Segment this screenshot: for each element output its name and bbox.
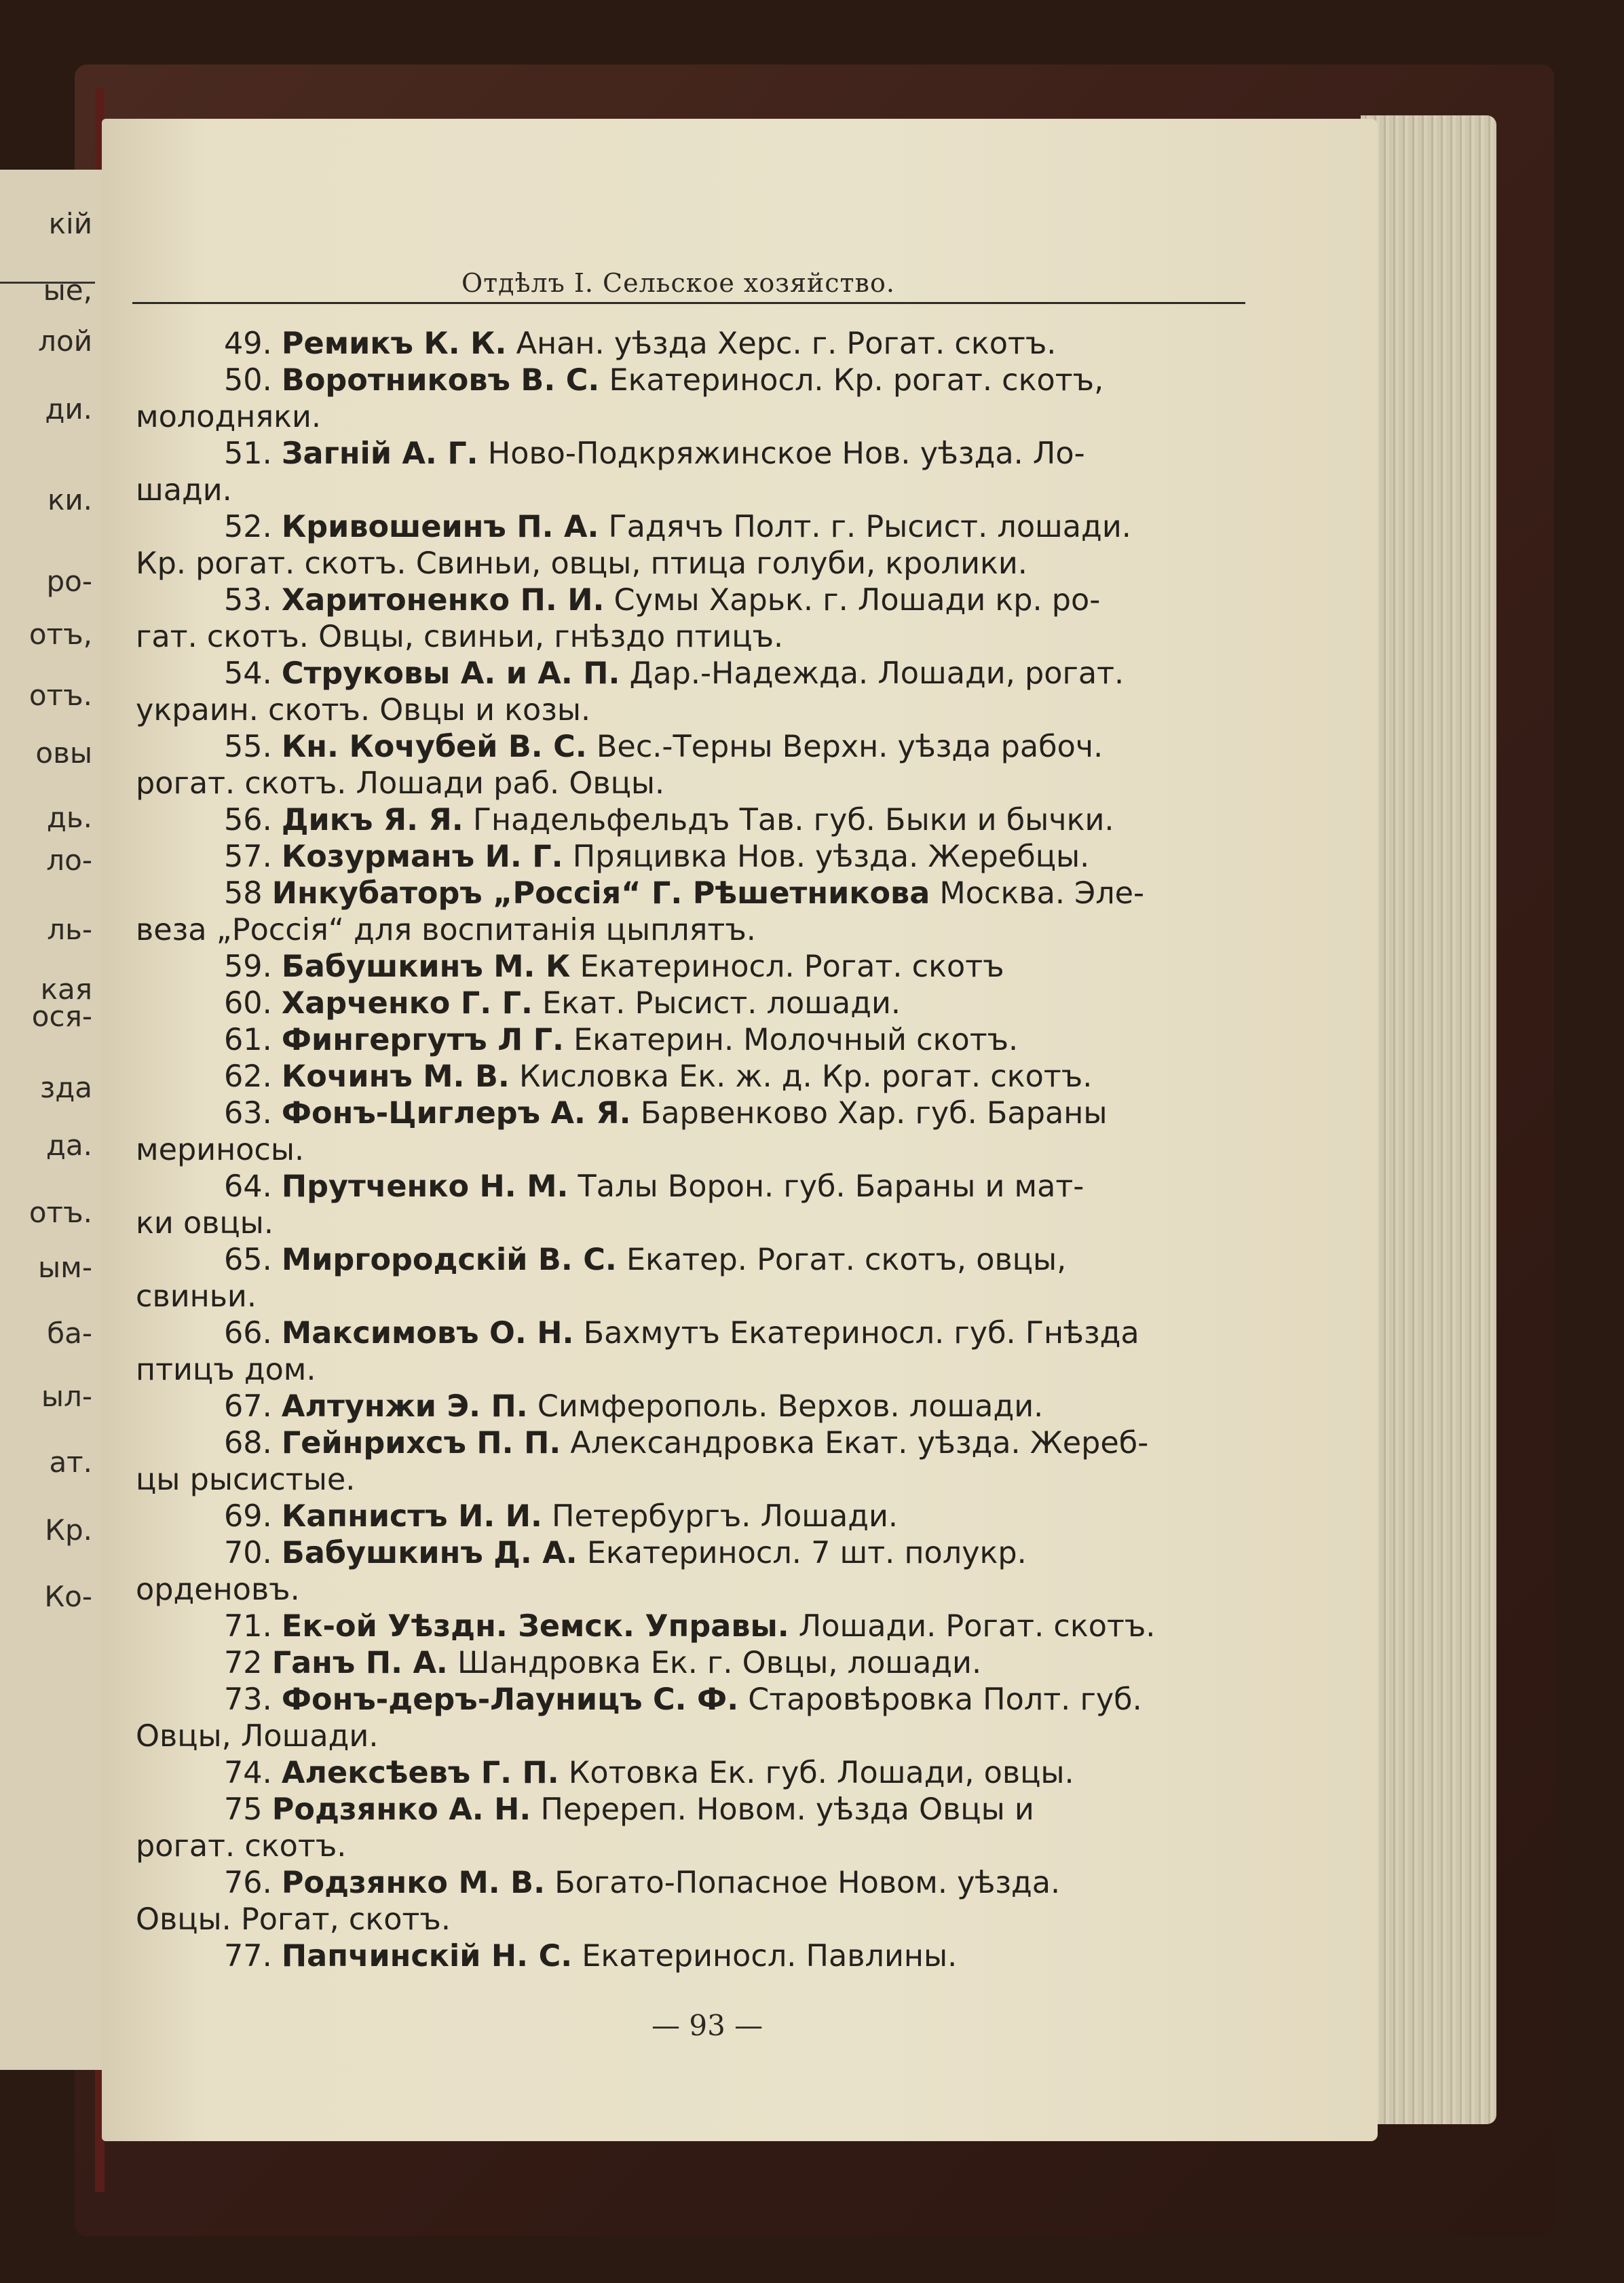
entry-details: Анан. уѣзда Херс. г. Рогат. скотъ. bbox=[516, 326, 1057, 361]
entry-name: Воротниковъ В. С. bbox=[281, 363, 600, 398]
entry-details: Кисловка Ек. ж. д. Кр. рогат. скотъ. bbox=[518, 1059, 1093, 1094]
entry-number: 53. bbox=[224, 583, 282, 618]
left-facing-page bbox=[0, 170, 106, 2070]
entry-number: 62. bbox=[224, 1059, 282, 1094]
entry-line bbox=[136, 1315, 1255, 1352]
entry-name: Харченко Г. Г. bbox=[281, 986, 533, 1021]
entry-number: 75 bbox=[224, 1792, 272, 1827]
entry-name: Фонъ-Циглеръ А. Я. bbox=[281, 1096, 631, 1131]
entry-line bbox=[136, 1242, 1255, 1279]
entry-number: 74. bbox=[224, 1756, 282, 1790]
entry-details: Талы Ворон. губ. Бараны и мат- bbox=[578, 1169, 1084, 1204]
entry-number: 51. bbox=[224, 436, 282, 471]
entry-details: Барвенково Хар. губ. Бараны bbox=[640, 1096, 1108, 1131]
entry-line bbox=[136, 656, 1255, 692]
entry-number: 55. bbox=[224, 730, 282, 764]
entry-name: Максимовъ О. Н. bbox=[281, 1316, 574, 1351]
entry-details: Екатер. Рогат. скотъ, овцы, bbox=[626, 1243, 1067, 1277]
left-page-fragment: дь. bbox=[46, 801, 92, 834]
entry-number: 68. bbox=[224, 1426, 282, 1460]
left-page-fragment: кій bbox=[48, 207, 92, 240]
left-page-fragment: ро- bbox=[46, 565, 92, 598]
entry-name: Миргородскій В. С. bbox=[281, 1243, 617, 1277]
left-page-fragment: отъ. bbox=[29, 679, 92, 712]
entry-name: Ек-ой Уѣздн. Земск. Управы. bbox=[281, 1609, 789, 1644]
entry-line bbox=[136, 1169, 1255, 1205]
page-header: Отдѣлъ I. Сельское хозяйство. bbox=[461, 268, 895, 298]
entry-line bbox=[136, 729, 1255, 766]
entry-number: 66. bbox=[224, 1316, 282, 1351]
entry-details: Александровка Екат. уѣзда. Жереб- bbox=[570, 1426, 1149, 1460]
entry-name: Бабушкинъ Д. А. bbox=[281, 1536, 578, 1570]
entry-details: Гадячъ Полт. г. Рысист. лошади. bbox=[608, 510, 1131, 544]
entry-line bbox=[136, 582, 1255, 619]
entry-name: Ремикъ К. К. bbox=[281, 326, 507, 361]
entry-number: 58 bbox=[224, 876, 272, 911]
entry-continuation: украин. скотъ. Овцы и козы. bbox=[136, 693, 591, 728]
entry-details: Пряцивка Нов. уѣзда. Жеребцы. bbox=[572, 839, 1090, 874]
entry-name: Загній А. Г. bbox=[281, 436, 478, 471]
entry-number: 70. bbox=[224, 1536, 282, 1570]
entry-line bbox=[136, 839, 1255, 875]
entry-line bbox=[136, 1389, 1255, 1425]
entry-line bbox=[136, 1095, 1255, 1132]
entry-line bbox=[136, 1022, 1255, 1059]
entry-number: 73. bbox=[224, 1682, 282, 1717]
left-page-fragment: ль- bbox=[47, 913, 92, 946]
entry-line bbox=[136, 1865, 1255, 1902]
left-page-fragment: ки. bbox=[47, 483, 92, 516]
entry-details: Гнадельфельдъ Тав. губ. Быки и бычки. bbox=[472, 803, 1114, 837]
entry-number: 57. bbox=[224, 839, 282, 874]
entry-name: Прутченко Н. М. bbox=[281, 1169, 569, 1204]
entry-continuation: веза „Россія“ для воспитанія цыплятъ. bbox=[136, 913, 756, 947]
entry-details: Котовка Ек. губ. Лошади, овцы. bbox=[568, 1756, 1074, 1790]
entry-continuation: гат. скотъ. Овцы, свиньи, гнѣздо птицъ. bbox=[136, 620, 784, 654]
left-page-fragment: да. bbox=[45, 1129, 92, 1162]
entry-name: Дикъ Я. Я. bbox=[281, 803, 464, 837]
entry-number: 76. bbox=[224, 1866, 282, 1900]
entry-details: Старовѣровка Полт. губ. bbox=[748, 1682, 1142, 1717]
entry-details: Москва. Эле- bbox=[939, 876, 1145, 911]
entry-name: Козурманъ И. Г. bbox=[281, 839, 563, 874]
entry-line bbox=[136, 802, 1255, 839]
entry-details: Лошади. Рогат. скотъ. bbox=[798, 1609, 1156, 1644]
entry-details: Сумы Харьк. г. Лошади кр. ро- bbox=[613, 583, 1101, 618]
left-page-fragment: ат. bbox=[49, 1446, 92, 1479]
entry-details: Богато-Попасное Новом. уѣзда. bbox=[554, 1866, 1061, 1900]
entry-number: 71. bbox=[224, 1609, 282, 1644]
left-page-fragment: ди. bbox=[45, 392, 92, 426]
entry-number: 49. bbox=[224, 326, 282, 361]
entry-name: Гейнрихсъ П. П. bbox=[281, 1426, 561, 1460]
entry-number: 56. bbox=[224, 803, 282, 837]
entry-number: 59. bbox=[224, 949, 282, 984]
entry-name: Папчинскій Н. С. bbox=[281, 1939, 573, 1974]
entry-details: Петербургъ. Лошади. bbox=[552, 1499, 899, 1534]
entry-details: Екатериносл. Рогат. скотъ bbox=[580, 949, 1004, 984]
entry-name: Харитоненко П. И. bbox=[281, 583, 605, 618]
entry-name: Струковы А. и А. П. bbox=[281, 656, 620, 691]
entry-line bbox=[136, 362, 1255, 399]
entry-number: 77. bbox=[224, 1939, 282, 1974]
entry-name: Капнистъ И. И. bbox=[281, 1499, 542, 1534]
left-page-fragment: овы bbox=[35, 736, 92, 770]
entry-details: Екат. Рысист. лошади. bbox=[542, 986, 901, 1021]
entry-number: 54. bbox=[224, 656, 282, 691]
entry-line bbox=[136, 1498, 1255, 1535]
entry-details: Екатериносл. Павлины. bbox=[582, 1939, 958, 1974]
left-page-fragment: Кр. bbox=[45, 1513, 92, 1547]
entry-continuation: цы рысистые. bbox=[136, 1463, 356, 1497]
entry-details: Дар.-Надежда. Лошади, рогат. bbox=[629, 656, 1125, 691]
left-page-fragment: отъ. bbox=[29, 1196, 92, 1229]
entry-line bbox=[136, 1608, 1255, 1645]
entry-line bbox=[136, 1645, 1255, 1682]
entry-number: 67. bbox=[224, 1389, 282, 1424]
entry-name: Инкубаторъ „Россія“ Г. Рѣшетникова bbox=[271, 876, 930, 911]
entry-line bbox=[136, 1792, 1255, 1828]
entry-line bbox=[136, 985, 1255, 1022]
entry-number: 69. bbox=[224, 1499, 282, 1534]
entry-continuation: рогат. скотъ. Лошади раб. Овцы. bbox=[136, 766, 665, 801]
entry-line bbox=[136, 875, 1255, 912]
entry-name: Кн. Кочубей В. С. bbox=[281, 730, 587, 764]
entry-details: Екатерин. Молочный скотъ. bbox=[573, 1023, 1019, 1057]
entry-continuation: Овцы. Рогат, скотъ. bbox=[136, 1902, 451, 1937]
left-page-fragment: лой bbox=[38, 324, 92, 358]
entry-list bbox=[136, 326, 1255, 1975]
entry-number: 52. bbox=[224, 510, 282, 544]
entry-name: Ганъ П. А. bbox=[271, 1646, 448, 1680]
entry-number: 72 bbox=[224, 1646, 272, 1680]
left-page-fragment: ба- bbox=[47, 1317, 92, 1350]
left-page-fragment: отъ, bbox=[29, 618, 92, 651]
entry-continuation: Овцы, Лошади. bbox=[136, 1719, 379, 1754]
page-number: — 93 — bbox=[652, 2009, 763, 2042]
left-page-fragment: ым- bbox=[37, 1251, 92, 1284]
entry-line bbox=[136, 1425, 1255, 1462]
entry-line bbox=[136, 1059, 1255, 1095]
entry-continuation: мериносы. bbox=[136, 1133, 305, 1167]
entry-name: Бабушкинъ М. К bbox=[281, 949, 571, 984]
entry-line bbox=[136, 436, 1255, 472]
left-page-fragment: зда bbox=[39, 1071, 92, 1104]
entry-line bbox=[136, 1682, 1255, 1718]
entry-line bbox=[136, 1938, 1255, 1975]
entry-number: 64. bbox=[224, 1169, 282, 1204]
entry-continuation: молодняки. bbox=[136, 400, 322, 434]
entry-number: 50. bbox=[224, 363, 282, 398]
entry-continuation: птицъ дом. bbox=[136, 1353, 316, 1387]
entry-name: Фонъ-деръ-Лауницъ С. Ф. bbox=[281, 1682, 739, 1717]
entry-details: Екатериносл. Кр. рогат. скотъ, bbox=[609, 363, 1104, 398]
entry-continuation: ки овцы. bbox=[136, 1206, 273, 1241]
entry-number: 60. bbox=[224, 986, 282, 1021]
entry-name: Родзянко А. Н. bbox=[271, 1792, 531, 1827]
entry-number: 65. bbox=[224, 1243, 282, 1277]
left-page-fragment: ло- bbox=[46, 844, 92, 877]
entry-name: Кривошеинъ П. А. bbox=[281, 510, 599, 544]
entry-line bbox=[136, 509, 1255, 546]
left-page-fragment: ося- bbox=[31, 1000, 92, 1033]
entry-continuation: шади. bbox=[136, 473, 232, 508]
left-page-fragment: Ко- bbox=[44, 1580, 92, 1613]
entry-name: Алтунжи Э. П. bbox=[281, 1389, 528, 1424]
entry-details: Бахмутъ Екатериносл. губ. Гнѣзда bbox=[583, 1316, 1139, 1351]
entry-details: Екатериносл. 7 шт. полукр. bbox=[586, 1536, 1027, 1570]
entry-name: Кочинъ М. В. bbox=[281, 1059, 510, 1094]
entry-name: Родзянко М. В. bbox=[281, 1866, 545, 1900]
entry-number: 61. bbox=[224, 1023, 282, 1057]
entry-line bbox=[136, 326, 1255, 362]
entry-continuation: свиньи. bbox=[136, 1279, 257, 1314]
entry-name: Алексѣевъ Г. П. bbox=[281, 1756, 559, 1790]
entry-line bbox=[136, 949, 1255, 985]
entry-continuation: орденовъ. bbox=[136, 1572, 300, 1607]
entry-details: Вес.-Терны Верхн. уѣзда рабоч. bbox=[596, 730, 1103, 764]
entry-line bbox=[136, 1535, 1255, 1572]
entry-details: Симферополь. Верхов. лошади. bbox=[537, 1389, 1044, 1424]
entry-details: Перереп. Новом. уѣзда Овцы и bbox=[540, 1792, 1034, 1827]
entry-number: 63. bbox=[224, 1096, 282, 1131]
left-page-fragment: кая bbox=[40, 973, 92, 1006]
left-page-fragment: ые, bbox=[43, 273, 92, 307]
page-edges bbox=[1361, 115, 1496, 2124]
entry-name: Фингергутъ Л Г. bbox=[281, 1023, 564, 1057]
entry-details: Шандровка Ек. г. Овцы, лошади. bbox=[457, 1646, 982, 1680]
entry-continuation: Кр. рогат. скотъ. Свиньи, овцы, птица голуби, кролики. bbox=[136, 546, 1027, 581]
left-page-fragment: ыл- bbox=[41, 1380, 92, 1413]
entry-details: Ново-Подкряжинское Нов. уѣзда. Ло- bbox=[487, 436, 1085, 471]
header-rule bbox=[132, 302, 1245, 304]
entry-continuation: рогат. скотъ. bbox=[136, 1829, 347, 1864]
entry-line bbox=[136, 1755, 1255, 1792]
